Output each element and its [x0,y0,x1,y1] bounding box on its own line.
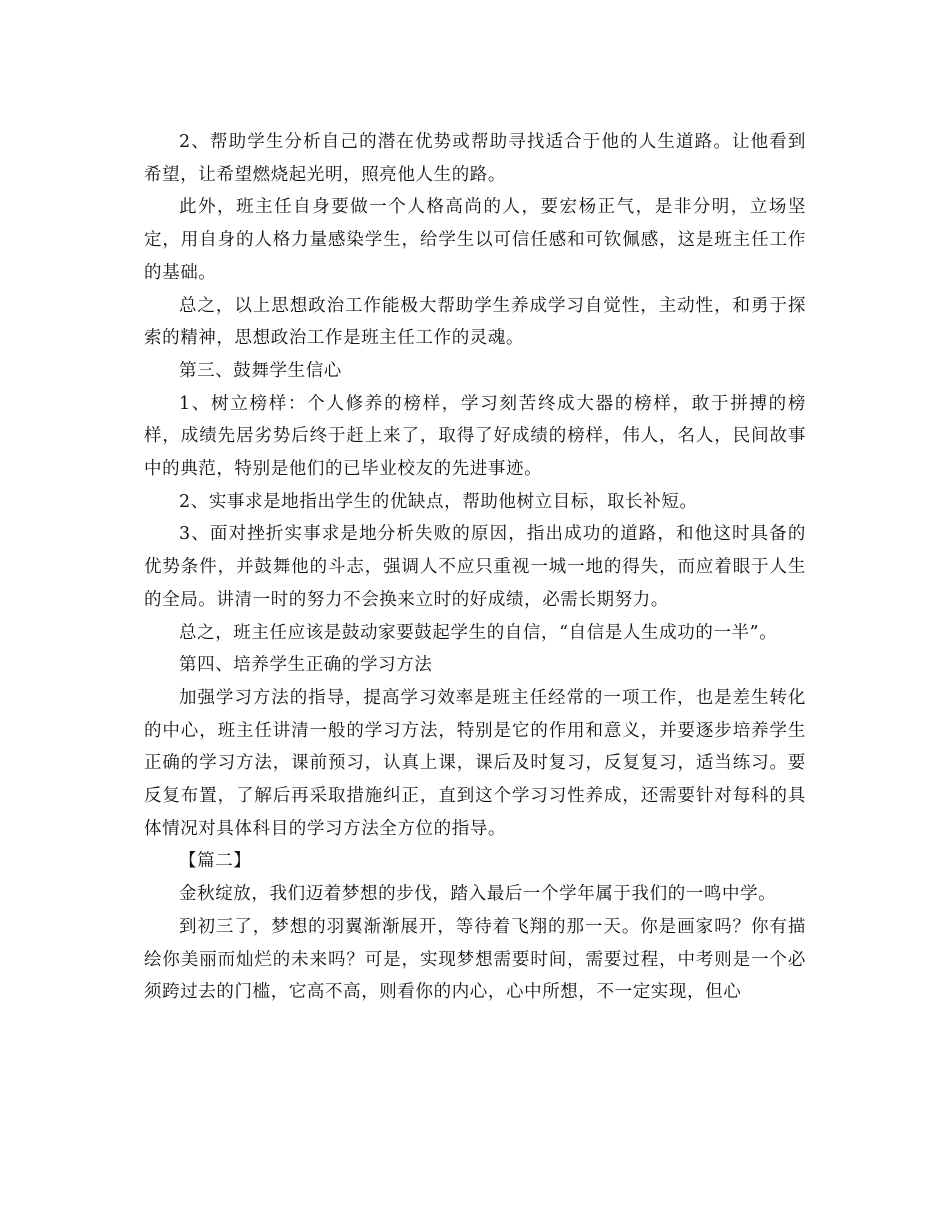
paragraph: 金秋绽放，我们迈着梦想的步伐，踏入最后一个学年属于我们的一鸣中学。 [179,884,777,905]
document-page [144,126,806,1009]
paragraph: 此外，班主任自身要做一个人格高尚的人，要宏杨正气，是非分明，立场坚定，用自身的人格力量感染学生，给学生以可信任感和可钦佩感，这是班主任工作的基础。 [144,197,806,283]
paragraph: 总之，班主任应该是鼓动家要鼓起学生的自信，“自信是人生成功的一半”。 [179,622,778,643]
section-heading: 第三、鼓舞学生信心 [179,360,342,381]
paragraph: 加强学习方法的指导，提高学习效率是班主任经常的一项工作，也是差生转化的中心，班主任讲清一般的学习方法，特别是它的作用和意义，并要逐步培养学生正确的学习方法，课前预习，认真上课，课后及时复习，反复复习，适当练习。要反复布置，了解后再采取措施纠正，直到这个学习习性养成，还需要针对每科的具体情况对具体科目的学习方法全方位的指导。 [144,687,806,839]
paragraph: 2、帮助学生分析自己的潜在优势或帮助寻找适合于他的人生道路。让他看到希望，让希望燃烧起光明，照亮他人生的路。 [144,132,806,185]
paragraph: 2、实事求是地指出学生的优缺点，帮助他树立目标，取长补短。 [179,491,698,512]
paragraph: 总之，以上思想政治工作能极大帮助学生养成学习自觉性，主动性，和勇于探索的精神，思想政治工作是班主任工作的灵魂。 [144,295,806,349]
paragraph: 3、面对挫折实事求是地分析失败的原因，指出成功的道路，和他这时具备的优势条件，并鼓舞他的斗志，强调人不应只重视一城一地的得失，而应着眼于人生的全局。讲清一时的努力不会换来立时的好成绩，必需长期努力。 [144,524,806,610]
paragraph: 1、树立榜样：个人修养的榜样，学习刻苦终成大器的榜样，敢于拼搏的榜样，成绩先居劣势后终于赶上来了，取得了好成绩的榜样，伟人，名人，民间故事中的典范，特别是他们的已毕业校友的先进事迹。 [144,393,806,480]
part-heading: 【篇二】 [179,851,252,872]
paragraph: 到初三了，梦想的羽翼渐渐展开，等待着飞翔的那一天。你是画家吗？你有描绘你美丽而灿烂的未来吗？可是，实现梦想需要时间，需要过程，中考则是一个必须跨过去的门槛，它高不高，则看你的内心，心中所想，不一定实现，但心 [144,916,806,1003]
section-heading: 第四、培养学生正确的学习方法 [179,655,433,676]
